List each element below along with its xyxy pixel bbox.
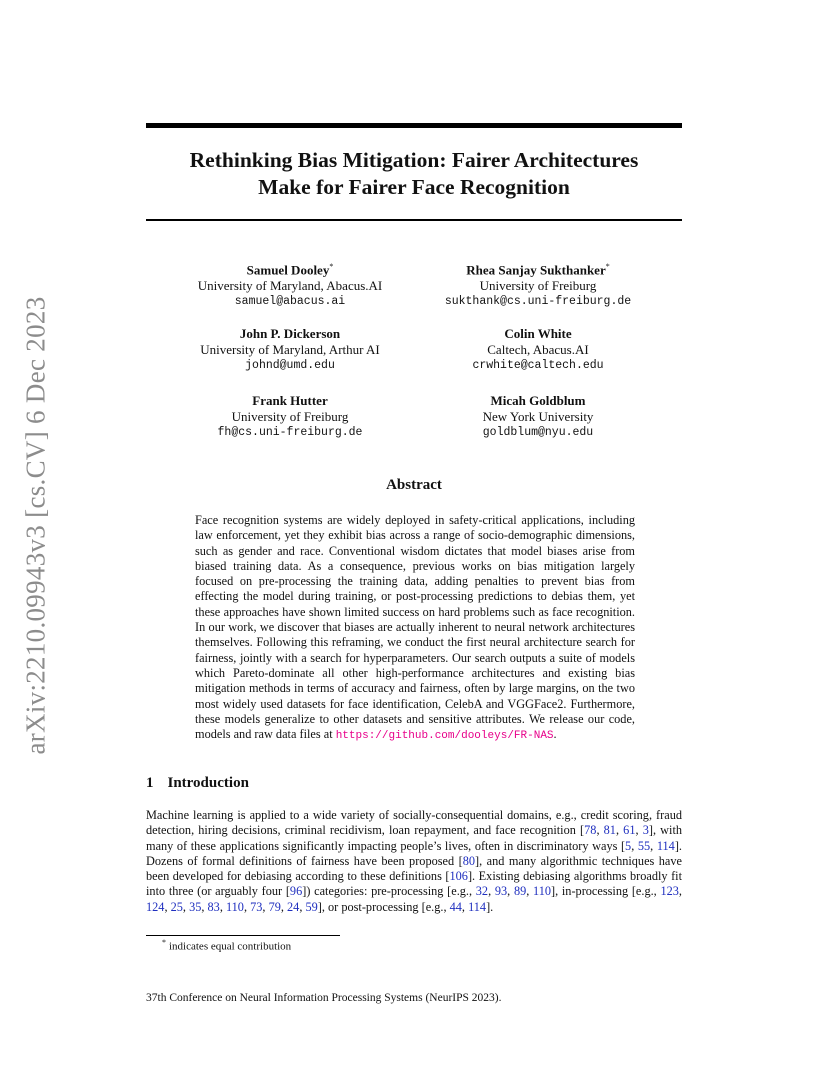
arxiv-identifier: arXiv:2210.09943v3 [cs.CV] 6 Dec 2023 xyxy=(20,295,51,755)
intro-text: , xyxy=(650,838,657,853)
author-affiliation: University of Maryland, Abacus.AI xyxy=(197,278,383,294)
citation-link[interactable]: 110 xyxy=(533,884,552,899)
intro-text: , xyxy=(635,823,643,838)
citation-link[interactable]: 35 xyxy=(189,899,202,914)
citation-link[interactable]: 83 xyxy=(207,899,220,914)
author-email[interactable]: sukthank@cs.uni-freiburg.de xyxy=(444,295,632,309)
footnote xyxy=(162,938,291,953)
intro-text: , xyxy=(299,899,306,914)
intro-text: Machine learning is applied to a wide variety of socially-consequential domains, e.g., credit scoring, fraud detection, hiring decisions, criminal recidivism, loan repayment, and face recognition [ xyxy=(146,808,682,838)
abstract-text: Face recognition systems are widely deployed in safety-critical applications, including law enforcement, yet they exhibit bias across a range of socio-demographic dimensions, such as gender and race. Conventional wisdom dictates that model biases arise from biased training data. As a consequence, previous works on bias mitigation largely focused on pre-processing the training data, adding penalties to prevent bias from effecting the model during training, or post-processing predictions to debias them, yet these approaches have shown limited success on hard problems such as face recognition. In our work, we discover that biases are actually inherent to neural network architectures themselves. Following this reframing, we conduct the first neural architecture search for fairness, jointly with a search for hyperparameters. Our search outputs a suite of models which Pareto-dominate all other high-performance architectures and existing bias mitigation methods in terms of accuracy and fairness, often by large margins, on the two most widely used datasets for face identification, CelebA and VGGFace2. Furthermore, these models generalize to other datasets and sensitive attributes. We release our code, models and raw data files at xyxy=(195,513,635,742)
citation-link[interactable]: 5 xyxy=(625,838,632,853)
intro-text: , xyxy=(182,899,190,914)
author-block xyxy=(408,326,668,374)
author-email[interactable]: goldblum@nyu.edu xyxy=(482,426,594,439)
author-name: Rhea Sanjay Sukthanker xyxy=(466,262,606,278)
intro-text: , xyxy=(461,899,469,914)
citation-link[interactable]: 114 xyxy=(656,838,675,853)
author-block xyxy=(160,393,420,441)
author-block xyxy=(160,259,420,310)
intro-text: ]. xyxy=(486,899,494,914)
intro-text: , xyxy=(631,838,638,853)
citation-link[interactable]: 89 xyxy=(513,884,527,899)
author-affiliation: University of Maryland, Arthur AI xyxy=(200,342,380,357)
author-name: Colin White xyxy=(504,326,572,341)
intro-text: ], in-processing [e.g., xyxy=(551,884,661,899)
author-affiliation: University of Freiburg xyxy=(479,278,597,294)
author-name: John P. Dickerson xyxy=(239,326,341,341)
section-heading xyxy=(146,775,249,792)
footnote-text: indicates equal contribution xyxy=(169,940,292,953)
citation-link[interactable]: 110 xyxy=(225,899,244,914)
citation-link[interactable]: 123 xyxy=(660,884,679,899)
intro-text: ]) categories: pre-processing [e.g., xyxy=(302,884,476,899)
section-number: 1 xyxy=(146,775,154,791)
citation-link[interactable]: 59 xyxy=(305,899,318,914)
equal-contribution-mark: * xyxy=(605,262,610,271)
intro-text: , xyxy=(488,884,495,899)
citation-link[interactable]: 61 xyxy=(623,823,636,838)
section-title: Introduction xyxy=(167,775,249,791)
intro-text: , xyxy=(678,884,682,899)
intro-text: , xyxy=(507,884,514,899)
citation-link[interactable]: 81 xyxy=(603,823,616,838)
author-email[interactable]: crwhite@caltech.edu xyxy=(472,359,604,372)
abstract-heading: Abstract xyxy=(386,477,442,493)
intro-text: , xyxy=(615,823,624,838)
intro-text: ], and many algorithmic techniques have been developed for debiasing according to these definitions [ xyxy=(146,853,682,884)
intro-text: , xyxy=(596,823,604,838)
equal-contribution-mark: * xyxy=(329,262,334,271)
author-block xyxy=(408,393,668,441)
intro-text: ]. Dozens of formal definitions of fairness have been proposed [ xyxy=(146,838,682,868)
author-name: Frank Hutter xyxy=(252,393,328,408)
intro-text: , xyxy=(243,899,251,914)
citation-link[interactable]: 96 xyxy=(289,884,303,899)
title-bottom-rule xyxy=(146,219,682,221)
citation-link[interactable]: 24 xyxy=(287,899,300,914)
citation-link[interactable]: 32 xyxy=(475,884,489,899)
venue-line: 37th Conference on Neural Information Processing Systems (NeurIPS 2023). xyxy=(146,992,502,1004)
intro-text: , xyxy=(262,899,269,914)
footnote-mark: * xyxy=(162,938,166,947)
abstract-body xyxy=(195,513,635,744)
author-affiliation: New York University xyxy=(482,409,594,424)
citation-link[interactable]: 80 xyxy=(462,853,475,868)
author-email[interactable]: fh@cs.uni-freiburg.de xyxy=(217,426,363,439)
abstract-end-punctuation: . xyxy=(553,727,557,742)
author-block xyxy=(408,259,668,310)
intro-text: ], or post-processing [e.g., xyxy=(317,899,450,914)
citation-link[interactable]: 78 xyxy=(584,823,597,838)
citation-link[interactable]: 106 xyxy=(449,869,468,884)
author-email[interactable]: johnd@umd.edu xyxy=(245,359,335,372)
author-name: Samuel Dooley xyxy=(246,262,330,278)
author-name: Micah Goldblum xyxy=(490,393,586,408)
citation-link[interactable]: 93 xyxy=(494,884,508,899)
author-block xyxy=(160,326,420,374)
citation-link[interactable]: 25 xyxy=(170,899,183,914)
intro-text: ]. Existing debiasing algorithms broadly fit into three (or arguably four [ xyxy=(146,869,683,899)
intro-text: ], with many of these applications significantly impacting people’s lives, often in discriminatory ways [ xyxy=(146,823,683,853)
title-line-2: Make for Fairer Face Recognition xyxy=(258,175,570,199)
author-email[interactable]: samuel@abacus.ai xyxy=(234,295,346,309)
code-repository-link[interactable]: https://github.com/dooleys/FR-NAS xyxy=(335,730,554,743)
arxiv-side-stamp xyxy=(18,290,54,760)
citation-link[interactable]: 44 xyxy=(449,899,462,914)
citation-link[interactable]: 114 xyxy=(468,899,487,914)
title-line-1: Rethinking Bias Mitigation: Fairer Architectures xyxy=(189,148,639,172)
title-top-rule xyxy=(146,123,682,128)
paper-title xyxy=(146,147,682,201)
intro-text: , xyxy=(219,899,226,914)
footnote-rule xyxy=(146,935,340,936)
citation-link[interactable]: 55 xyxy=(637,838,651,853)
citation-link[interactable]: 79 xyxy=(268,899,281,914)
intro-text: , xyxy=(280,899,288,914)
author-affiliation: University of Freiburg xyxy=(231,409,349,424)
introduction-paragraph xyxy=(146,808,682,915)
author-affiliation: Caltech, Abacus.AI xyxy=(487,342,589,357)
intro-text: , xyxy=(164,899,171,914)
intro-text: , xyxy=(526,884,534,899)
citation-link[interactable]: 3 xyxy=(642,823,649,838)
citation-link[interactable]: 124 xyxy=(146,899,165,914)
intro-text: , xyxy=(201,899,208,914)
citation-link[interactable]: 73 xyxy=(250,899,263,914)
